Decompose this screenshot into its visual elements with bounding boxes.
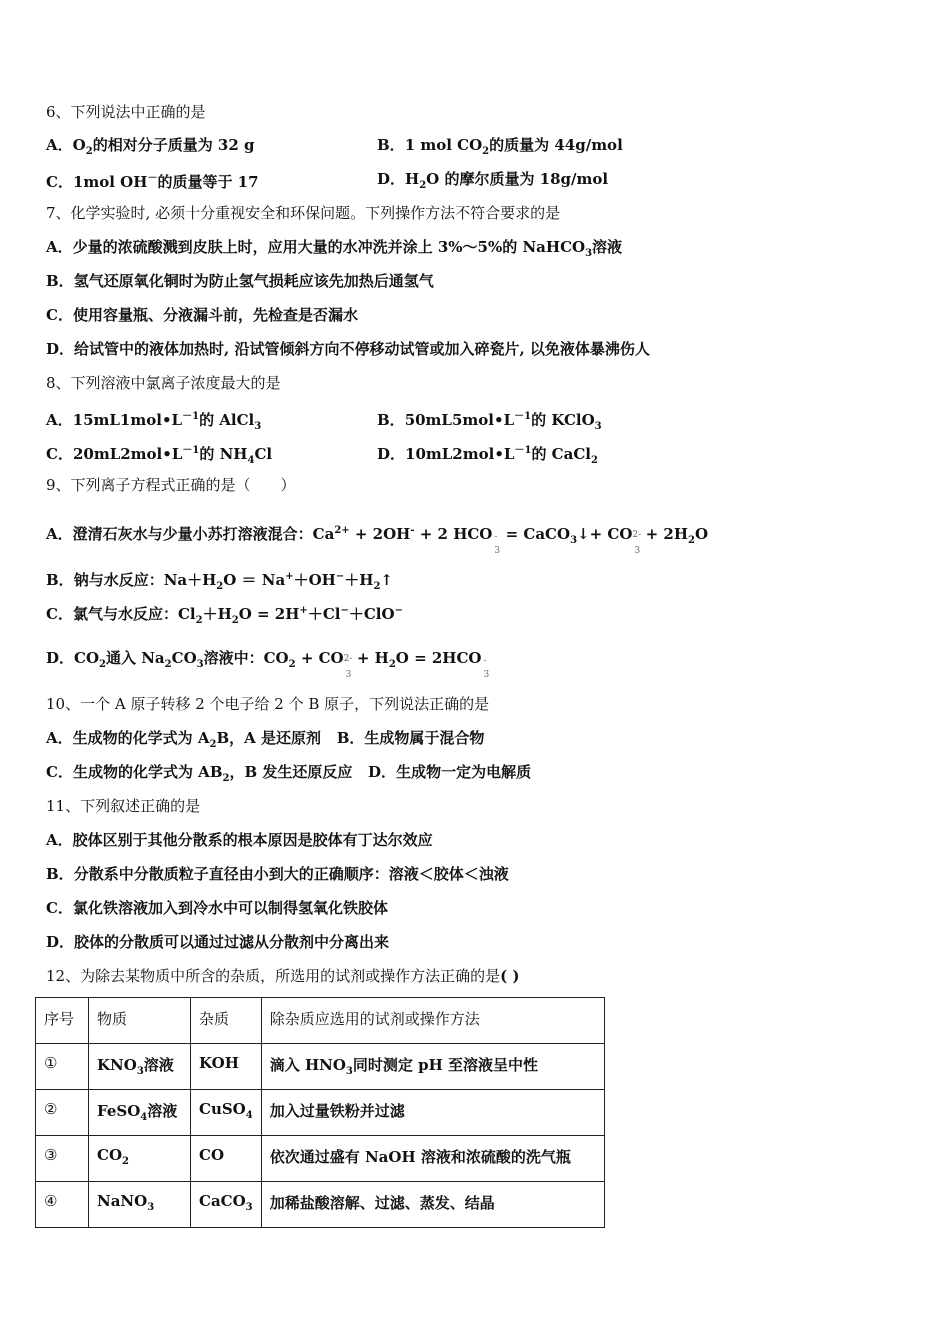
q8-option-c: C．$20mL2mol•L^{-1}$的 $NH_4Cl$ <box>46 445 273 466</box>
substance-cell: $CO_2$ <box>89 1136 191 1182</box>
method-cell: 加稀盐酸溶解、过滤、蒸发、结晶 <box>261 1182 604 1228</box>
header-cell: 杂质 <box>191 998 262 1044</box>
substance-cell: NaNO$_3$ <box>89 1182 191 1228</box>
q9-option-d: D．$CO_2$通入 $Na_2CO_3$溶液中：$CO_2$ + CO 2- 3 + $H_2O = 2HCO$ - 3 <box>46 649 490 680</box>
substance-cell: $KNO_3$溶液 <box>89 1044 191 1090</box>
q12-table <box>35 997 605 1228</box>
q6-option-b: B．1 mol $CO_2$的质量为 44g/mol <box>377 136 623 157</box>
q11-option-c: C．氯化铁溶液加入到冷水中可以制得氢氧化铁胶体 <box>46 899 388 917</box>
q9-option-b: B．钠与水反应：$Na+H_2O$ ＝ $Na^++OH^-+H_2↑$ <box>46 571 393 592</box>
q8-stem: 8、下列溶液中氯离子浓度最大的是 <box>46 374 281 392</box>
q10-options-cd: C．生成物的化学式为 $AB_2$，B 发生还原反应 D．生成物一定为电解质 <box>46 763 532 784</box>
q10-options-ab: A．生成物的化学式为 $A_2B$，A 是还原剂 B．生成物属于混合物 <box>46 729 485 750</box>
header-cell: 除杂质应选用的试剂或操作方法 <box>261 998 604 1044</box>
q6-option-a: A．$O_2$的相对分子质量为 32 g <box>46 136 255 157</box>
q7-option-d: D．给试管中的液体加热时, 沿试管倾斜方向不停移动试管或加入碎瓷片, 以免液体暴沸伤人 <box>46 340 650 358</box>
method-cell: 滴入 $HNO_3$同时测定 pH 至溶液呈中性 <box>261 1044 604 1090</box>
table-row <box>36 1090 605 1136</box>
q6-stem: 6、下列说法中正确的是 <box>46 103 206 121</box>
row-number: ② <box>36 1090 89 1136</box>
impurity-cell: CaCO$_3$ <box>191 1182 262 1228</box>
method-cell: 加入过量铁粉并过滤 <box>261 1090 604 1136</box>
q7-option-a: A．少量的浓硫酸溅到皮肤上时，应用大量的水冲洗并涂上 3%～5%的 NaHCO$_3$溶液 <box>46 238 623 259</box>
q8-option-a: A．$15mL1mol•L^{-1}$的 AlCl$_3$ <box>46 411 262 432</box>
substance-cell: FeSO$_4$溶液 <box>89 1090 191 1136</box>
q11-option-a: A．胶体区别于其他分散系的根本原因是胶体有丁达尔效应 <box>46 831 433 849</box>
table-row <box>36 1182 605 1228</box>
header-cell: 物质 <box>89 998 191 1044</box>
q9-option-c: C．氯气与水反应：$Cl_2+H_2O = 2H^++Cl^-+ClO^-$ <box>46 605 403 626</box>
q8-option-b: B．$50mL5mol•L^{-1}$的 KClO$_3$ <box>377 411 602 432</box>
table-header-row <box>36 998 605 1044</box>
impurity-cell: KOH <box>191 1044 262 1090</box>
table-row <box>36 1044 605 1090</box>
q11-option-d: D．胶体的分散质可以通过过滤从分散剂中分离出来 <box>46 933 390 951</box>
method-cell: 依次通过盛有 NaOH 溶液和浓硫酸的洗气瓶 <box>261 1136 604 1182</box>
q9-option-a: A．澄清石灰水与少量小苏打溶液混合：$Ca^{2+} + 2OH^- + 2$ HCO - 3 = CaCO$_3$↓+ CO 2- 3 + $2H_2O$ <box>46 525 709 556</box>
q7-stem: 7、化学实验时, 必须十分重视安全和环保问题。下列操作方法不符合要求的是 <box>46 204 561 222</box>
q6-option-c: C．1mol OH－的质量等于 17 <box>46 173 259 191</box>
q6-option-d: D．$H_2O$ 的摩尔质量为 18g/mol <box>377 170 609 191</box>
q9-stem: 9、下列离子方程式正确的是（ ） <box>46 476 296 494</box>
impurity-cell: CO <box>191 1136 262 1182</box>
q11-stem: 11、下列叙述正确的是 <box>46 797 201 815</box>
q8-option-d: D．$10mL2mol•L^{-1}$的 CaCl$_2$ <box>377 445 598 466</box>
table-row <box>36 1136 605 1182</box>
q10-stem: 10、一个 A 原子转移 2 个电子给 2 个 B 原子，下列说法正确的是 <box>46 695 490 713</box>
impurity-cell: CuSO$_4$ <box>191 1090 262 1136</box>
row-number: ③ <box>36 1136 89 1182</box>
q12-stem: 12、为除去某物质中所含的杂质，所选用的试剂或操作方法正确的是( ) <box>46 967 520 985</box>
header-cell: 序号 <box>36 998 89 1044</box>
row-number: ④ <box>36 1182 89 1228</box>
q7-option-b: B．氢气还原氧化铜时为防止氢气损耗应该先加热后通氢气 <box>46 272 434 290</box>
q11-option-b: B．分散系中分散质粒子直径由小到大的正确顺序：溶液＜胶体＜浊液 <box>46 865 509 883</box>
q7-option-c: C．使用容量瓶、分液漏斗前，先检查是否漏水 <box>46 306 358 324</box>
row-number: ① <box>36 1044 89 1090</box>
